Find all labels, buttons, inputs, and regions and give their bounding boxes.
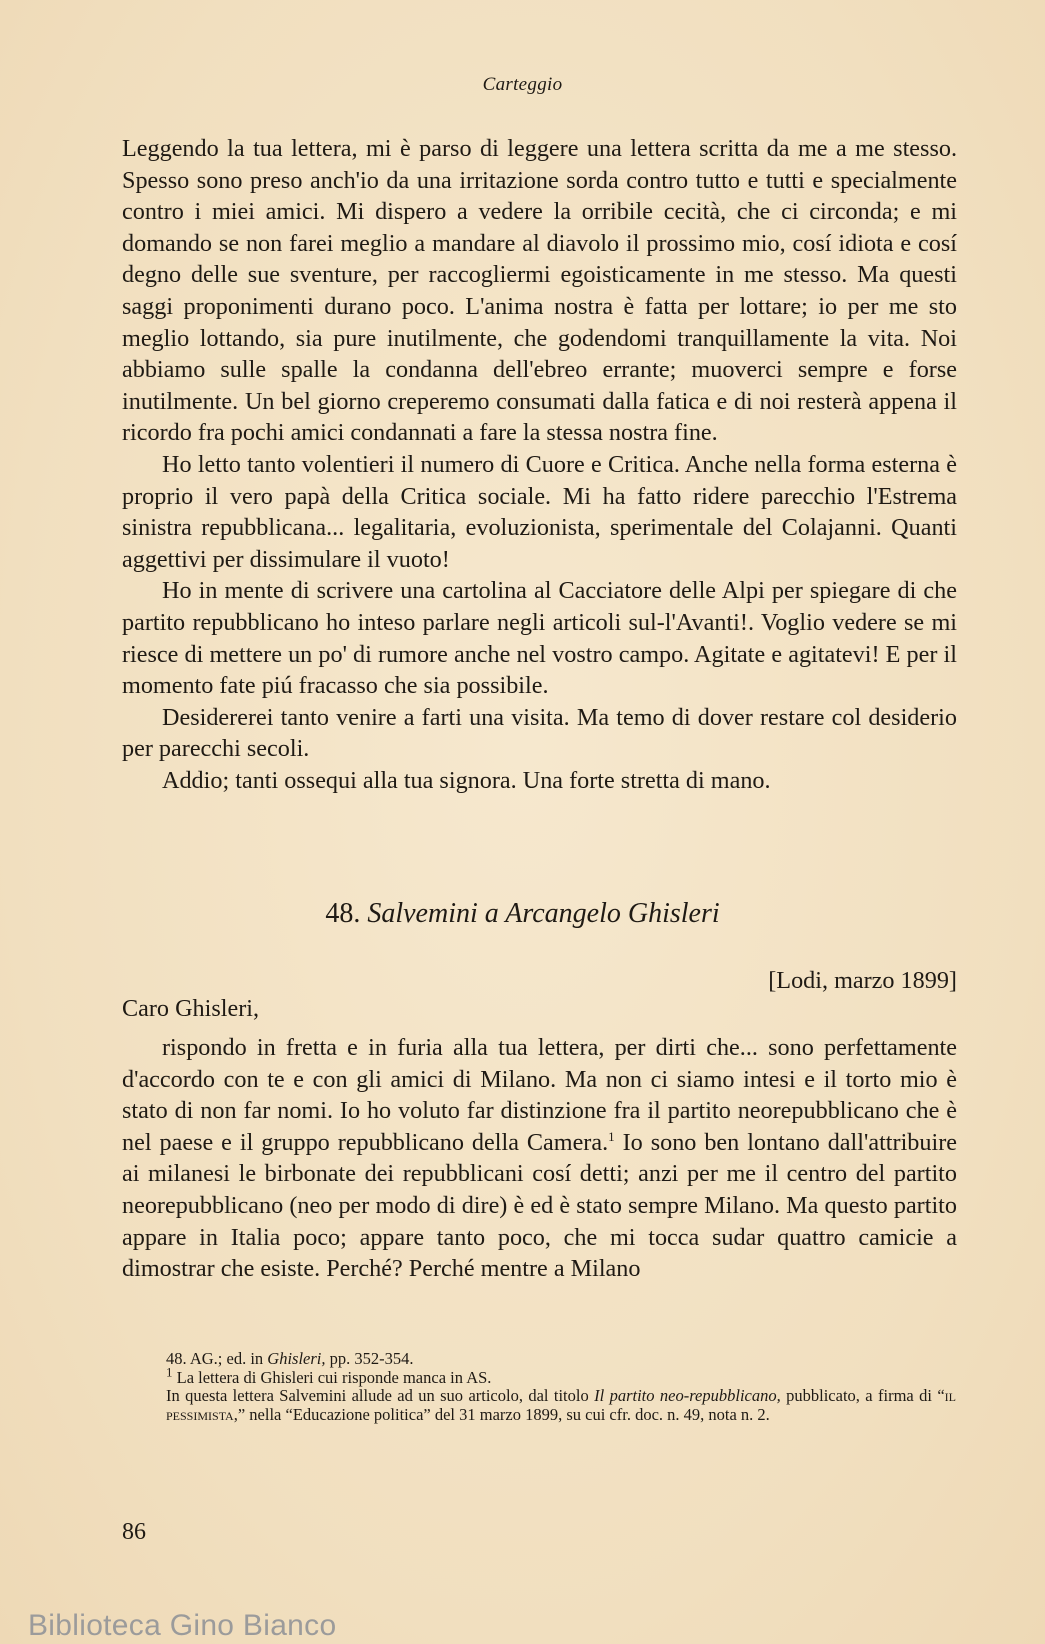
letter-body <box>122 133 957 796</box>
note-text: pubblicato, a firma di “ <box>780 1386 945 1406</box>
footnotes <box>166 1350 956 1424</box>
note-text: La lettera di Ghisleri cui risponde manca in AS. <box>176 1367 492 1387</box>
note-text: In questa lettera Salvemini allude ad un suo articolo, dal titolo <box>166 1386 595 1406</box>
letter-body-2 <box>122 1032 957 1285</box>
library-watermark: Biblioteca Gino Bianco <box>28 1609 337 1642</box>
page-number: 86 <box>122 1519 146 1545</box>
paragraph: Ho letto tanto volentieri il numero di Cuore e Critica. Anche nella forma esterna è proprio il vero papà della Critica sociale. Mi ha fatto ridere parecchio l'Estrema sinistra repubblicana... legalitaria, evoluzionista, sperimentale del Colajanni. Quanti aggettivi per dissimulare il vuoto! <box>122 450 957 573</box>
note-smallcaps: il pessimista, <box>166 1386 956 1424</box>
paragraph: Desidererei tanto venire a farti una visita. Ma temo di dover restare col desiderio per parecchi secoli. <box>122 703 957 763</box>
footnote-1 <box>166 1364 956 1388</box>
note-italic: Il partito neo-repubblicano, <box>594 1386 781 1406</box>
section-title: Salvemini a Arcangelo Ghisleri <box>367 898 720 929</box>
footnote-ref: 1 <box>608 1128 615 1144</box>
note-text: 48. AG.; ed. in <box>166 1349 268 1368</box>
source-note <box>166 1350 956 1369</box>
paragraph: Ho in mente di scrivere una cartolina al Cacciatore delle Alpi per spiegare di che partito repubblicano ho inteso parlare negli articoli sul-l'Avanti!. Voglio vedere se mi riesce di mettere un po' di rumore anche nel vostro campo. Agitate e agitatevi! E per il momento fate piú fracasso che sia possibile. <box>122 577 957 700</box>
section-number: 48. <box>325 898 361 929</box>
salutation: Caro Ghisleri, <box>122 995 260 1022</box>
note-text: ” nella “Educazione politica” del 31 marzo 1899, su cui cfr. doc. n. 49, nota n. 2. <box>237 1404 770 1424</box>
running-head: Carteggio <box>482 74 563 95</box>
paragraph-text: rispondo in fretta e in furia alla tua lettera, per dirti che... sono perfettamente d'accordo con te e con gli amici di Milano. Ma non ci siamo intesi e il torto mio è stato di non far nomi. Io ho voluto far distinzione fra il partito neorepubblicano che è nel paese e il gruppo repubblicano della Camera. <box>122 1034 957 1156</box>
note-italic: Ghisleri, <box>267 1349 326 1368</box>
note-text: pp. 352-354. <box>325 1349 414 1368</box>
footnote-1-cont <box>166 1387 956 1424</box>
section-heading <box>0 898 1045 930</box>
paragraph: Leggendo la tua lettera, mi è parso di leggere una lettera scritta da me a me stesso. Spesso sono preso anch'io da una irritazione sorda contro tutto e tutti e specialmente contro i miei amici. Mi dispero a vedere la orribile cecità, che ci circonda; e mi domando se non farei meglio a mandare al diavolo il prossimo mio, cosí idiota e cosí degno delle sue sventure, per raccogliermi egoisticamente in me stesso. Ma questi saggi proponimenti durano poco. L'anima nostra è fatta per lottare; io per me sto meglio lottando, sia pure inutilmente, che godendomi tranquillamente la vita. Noi abbiamo sulle spalle la condanna dell'ebreo errante; muoverci sempre e forse inutilmente. Un bel giorno creperemo consumati dalla fatica e di noi resterà appena il ricordo fra pochi amici condannati a fare la stessa nostra fine. <box>122 135 957 447</box>
footnote-mark: 1 <box>166 1364 173 1380</box>
dateline: [Lodi, marzo 1899] <box>768 967 957 994</box>
paragraph-text: Io sono ben lontano dall'attribuire ai milanesi le birbonate dei repubblicani cosí detti; anzi per me il centro del partito neorepubblicano (neo per modo di dire) è ed è stato sempre Milano. Ma questo partito appare in Italia poco; appare tanto poco, che mi tocca sudar quattro camicie a dimostrar che esiste. Perché? Perché mentre a Milano <box>122 1128 957 1283</box>
paragraph <box>122 1032 957 1285</box>
paragraph: Addio; tanti ossequi alla tua signora. Una forte stretta di mano. <box>162 766 771 794</box>
